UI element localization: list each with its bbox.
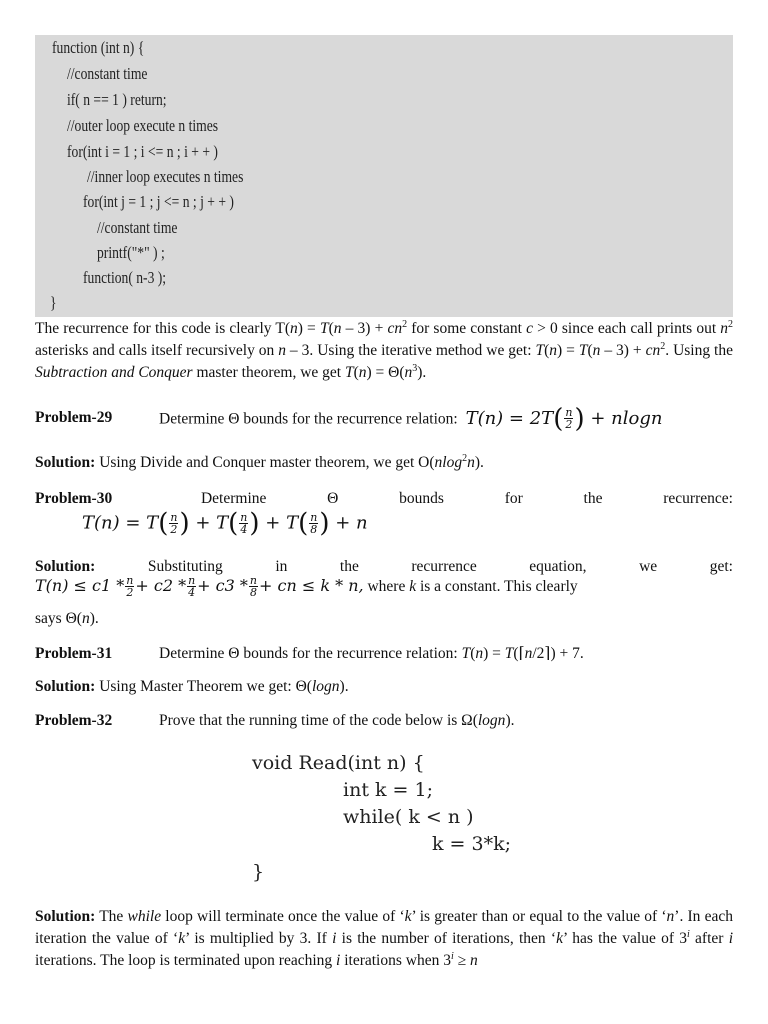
code-block [35, 35, 733, 317]
code-line-1: function (int n) { [52, 38, 145, 57]
solution-32: Solution: The while loop will terminate once the value of ‘k’ is greater than or equal to the value of ‘n’. In each iteration the value of ‘k’ is multiplied by 3. If i is the number of iterations, then ‘k’ has the value of 3$^i$ after i iterations. The loop is terminated upon reaching i iterations when $3^i \ge n$ [35, 908, 734, 969]
code-line-11: } [50, 293, 57, 312]
code-line-3: while( k < n ) [343, 806, 474, 828]
problem-32 [35, 710, 733, 732]
problem-description: Determine Θ bounds for the recurrence relation: T(n) = 2T( $\frac{n}{2}$ ) + nlogn [159, 403, 663, 434]
code-line-4: //outer loop execute n times [67, 116, 219, 135]
solution-30-conclusion: says Θ(n). [35, 610, 99, 627]
code-line-5: } [252, 861, 265, 883]
problem-label: Problem-30 [35, 490, 113, 507]
code-line-5: for(int i = 1 ; i <= n ; i + + ) [67, 142, 218, 161]
code-line-8: //constant time [97, 218, 178, 237]
problem-description: Determine Θ bounds for the recurrence relation: T(n) = T(⌈n/2⌉) + 7. [159, 645, 584, 662]
code-line-6: //inner loop executes n times [87, 167, 244, 186]
code-line-2: //constant time [67, 64, 148, 83]
problem-label: Problem-31 [35, 645, 113, 662]
solution-31: Solution: Using Master Theorem we get: Θ(logn). [35, 678, 349, 695]
solution-30-formula: T(n) ≤ c1 * $\frac{n}{2}$ + c2 * $\frac{n}{4}$ + c3 * $\frac{n}{8}$ + cn ≤ k * n, where k is a constant. This clearly [35, 574, 578, 599]
code-line-7: for(int j = 1 ; j <= n ; j + + ) [83, 192, 234, 211]
code-line-4: k = 3*k; [432, 833, 512, 855]
problem-description: Prove that the running time of the code below is Ω(logn). [159, 712, 515, 729]
code-line-2: int k = 1; [343, 779, 433, 801]
code-line-10: function( n-3 ); [83, 268, 167, 287]
problem-29 [35, 403, 733, 437]
recurrence-paragraph: The recurrence for this code is clearly $T(n) = T(n - 3) + cn^2$ for some constant c > 0 since each call prints out $n^2$ asterisks and calls itself recursively on n – 3. Using the iterative method we get: $T(n) = T(n - 3) + cn^2$. Using the Subtraction and Conquer master theorem, we get $T(n) = \Theta(n^3)$. [35, 318, 734, 381]
code-line-9: printf("*" ) ; [97, 243, 165, 262]
problem-label: Problem-32 [35, 712, 113, 729]
problem-30: Problem-30 Determine Θ bounds for the recurrence: [35, 488, 733, 510]
problem-31 [35, 643, 733, 665]
problem-label: Problem-29 [35, 409, 113, 426]
recurrence-formula-30: T(n) = T( $\frac{n}{2}$ ) + T( $\frac{n}{4}$ ) + T( $\frac{n}{8}$ ) + n [82, 508, 368, 539]
code-line-1: void Read(int n) { [252, 752, 425, 774]
code-line-3: if( n == 1 ) return; [67, 90, 167, 109]
recurrence-formula: T(n) = 2T( $\frac{n}{2}$ ) + nlogn [465, 403, 663, 434]
solution-30-heading: Solution: Substituting in the recurrence equation, we get: [35, 558, 733, 575]
solution-29: Solution: Using Divide and Conquer master theorem, we get O(nlog$^2$n). [35, 452, 484, 471]
